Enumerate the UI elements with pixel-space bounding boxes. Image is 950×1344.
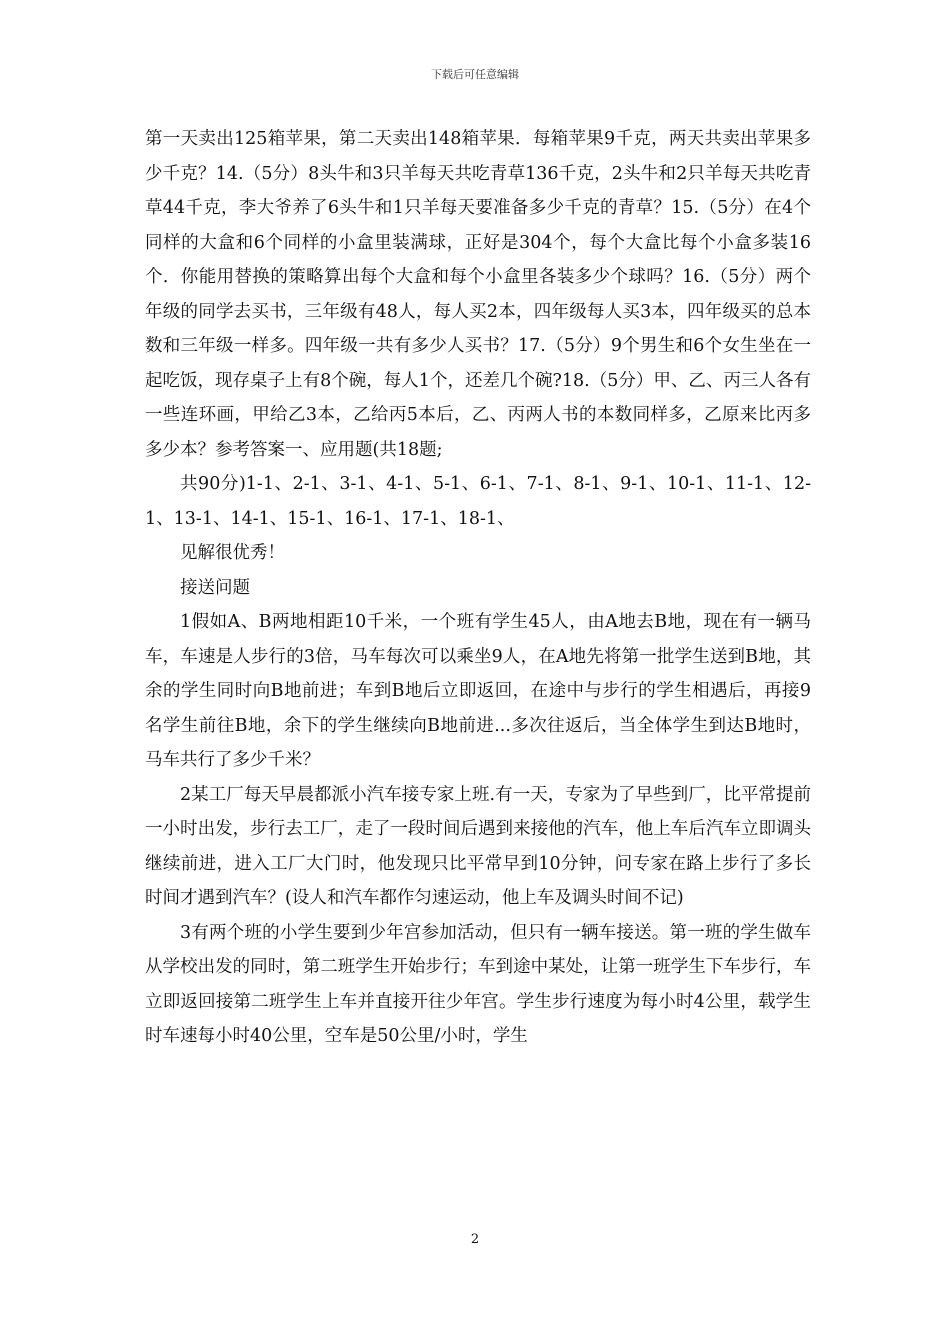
page-number: 2 (470, 1232, 480, 1247)
paragraph-questions-13-18: 第一天卖出125箱苹果，第二天卖出148箱苹果．每箱苹果9千克，两天共卖出苹果多少千克？14.（5分）8头牛和3只羊每天共吃青草136千克，2头牛和2只羊每天共吃青草44千克，李大爷养了6头牛和1只羊每天要准备多少千克的青草？15.（5分）在4个同样的大盒和6个同样的小盒里装满球，正好是304个，每个大盒比每个小盒多装16个．你能用替换的策略算出每个大盒和每个小盒里各装多少个球吗？16.（5分）两个年级的同学去买书，三年级有48人，每人买2本，四年级每人买3本，四年级买的总本数和三年级一样多。四年级一共有多少人买书？17.（5分）9个男生和6个女生坐在一起吃饭，现存桌子上有8个碗，每人1个，还差几个碗?18.（5分）甲、乙、丙三人各有一些连环画，甲给乙3本，乙给丙5本后，乙、丙两人书的本数同样多，乙原来比丙多多少本？参考答案一、应用题(共18题; (145, 129, 811, 460)
document-body (145, 122, 811, 1054)
problem-3: 3有两个班的小学生要到少年宫参加活动，但只有一辆车接送。第一班的学生做车从学校出发的同时，第二班学生开始步行；车到途中某处，让第一班学生下车步行，车立即返回接第二班学生上车并直接开往少年宫。学生步行速度为每小时4公里，载学生时车速每小时40公里，空车是50公里/小时，学生 (145, 922, 811, 1046)
problem-2: 2某工厂每天早晨都派小汽车接专家上班.有一天，专家为了早些到厂，比平常提前一小时出发，步行去工厂，走了一段时间后遇到来接他的汽车，他上车后汽车立即调头继续前进，进入工厂大门时，他发现只比平常早到10分钟，问专家在路上步行了多长时间才遇到汽车？(设人和汽车都作匀速运动，他上车及调头时间不记) (145, 784, 811, 908)
paragraph-answer-key: 共90分)1-1、2-1、3-1、4-1、5-1、6-1、7-1、8-1、9-1、10-1、11-1、12-1、13-1、14-1、15-1、16-1、17-1、18-1、 (145, 474, 811, 529)
paragraph-comment: 见解很优秀！ (180, 543, 285, 563)
section-heading: 接送问题 (180, 577, 250, 598)
page-header: 下载后可任意编辑 (431, 68, 519, 81)
problem-1: 1假如A、B两地相距10千米，一个班有学生45人，由A地去B地，现在有一辆马车，车速是人步行的3倍，马车每次可以乘坐9人，在A地先将第一批学生送到B地，其余的学生同时向B地前进；车到B地后立即返回，在途中与步行的学生相遇后，再接9名学生前往B地，余下的学生继续向B地前进...多次往返后，当全体学生到达B地时，马车共行了多少千米？ (145, 612, 811, 770)
